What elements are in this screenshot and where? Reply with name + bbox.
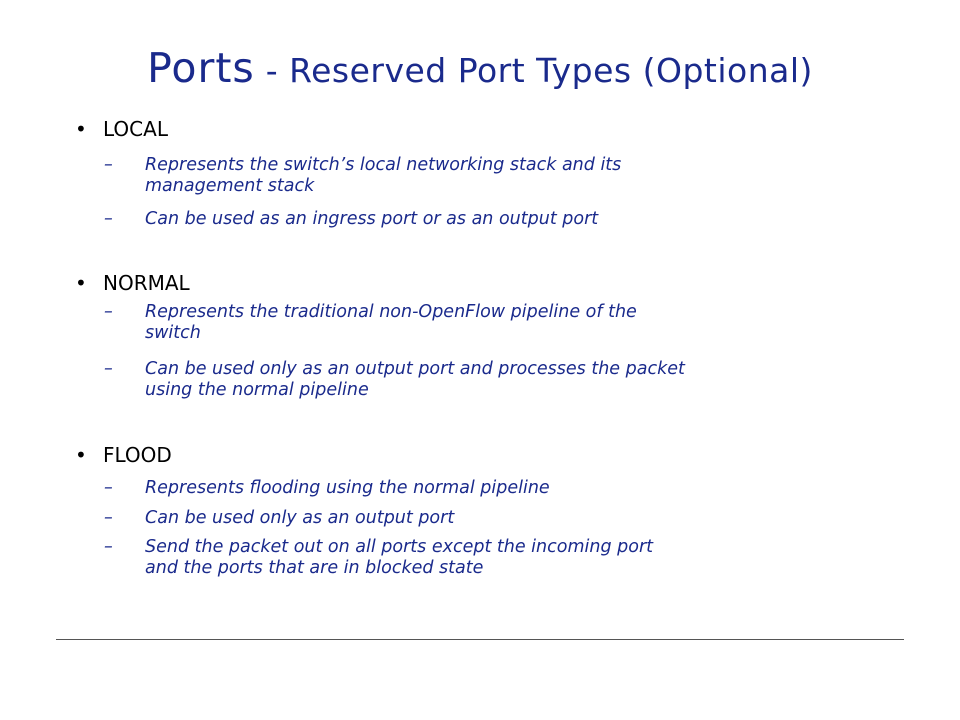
bullet-heading: NORMAL xyxy=(103,271,190,295)
sub-item-line: using the normal pipeline xyxy=(145,380,369,400)
sub-item-line: Represents the traditional non-OpenFlow pipeline of the xyxy=(145,302,637,322)
sub-item-line: Can be used only as an output port xyxy=(145,508,455,528)
dash-marker: – xyxy=(104,155,113,175)
bullet-marker: • xyxy=(75,271,87,295)
title-separator: - xyxy=(254,51,290,90)
sub-item-line: and the ports that are in blocked state xyxy=(145,558,484,578)
bullet-heading: FLOOD xyxy=(103,443,172,467)
sub-item-line: switch xyxy=(145,323,201,343)
bullet-normal xyxy=(75,271,190,295)
dash-marker: – xyxy=(104,508,113,528)
sub-item-line: Can be used as an ingress port or as an output port xyxy=(145,209,599,229)
sub-item-line: Represents the switch’s local networking stack and its xyxy=(145,155,622,175)
dash-marker: – xyxy=(104,537,113,557)
bullet-flood xyxy=(75,443,172,467)
dash-marker: – xyxy=(104,302,113,322)
sub-item-line: Can be used only as an output port and processes the packet xyxy=(145,359,685,379)
bullet-heading: LOCAL xyxy=(103,117,168,141)
dash-marker: – xyxy=(104,359,113,379)
sub-item-line: Represents flooding using the normal pipeline xyxy=(145,478,550,498)
bullet-marker: • xyxy=(75,443,87,467)
footer-divider xyxy=(56,639,904,640)
dash-marker: – xyxy=(104,209,113,229)
title-main: Ports xyxy=(147,44,255,92)
dash-marker: – xyxy=(104,478,113,498)
bullet-marker: • xyxy=(75,117,87,141)
bullet-local xyxy=(75,117,168,141)
sub-item-line: management stack xyxy=(145,176,315,196)
title-subtitle: Reserved Port Types (Optional) xyxy=(289,51,813,90)
sub-item-line: Send the packet out on all ports except the incoming port xyxy=(145,537,653,557)
